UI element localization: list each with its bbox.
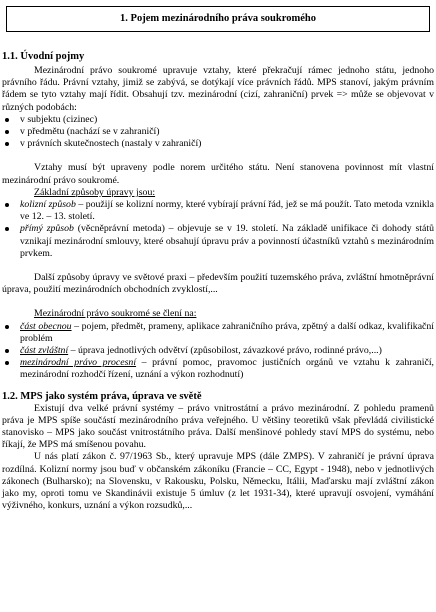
list-item (2, 223, 434, 260)
list-item (2, 321, 434, 345)
list-item-term: kolizní způsob (20, 199, 76, 211)
list-item-text: – úprava jednotlivých odvětví (způsobilost, závazkové právo, rodinné právo,...) (68, 345, 382, 357)
list-item-term: část zvláštní (20, 345, 69, 357)
paragraph: Existují dva velké právní systémy – právo vnitrostátní a právo mezinárodní. Z pohledu pramenů práva je MPS spíše součástí mezinárodního práva veřejného. U většiny teoretiků však převládá civilistické stanovisko – MPS jako součást vnitrostátního práva. Další menšinové pohledy staví MPS do systému, nebo říkají, že MPS má smíšenou povahu. (2, 402, 434, 451)
parts-list (2, 321, 434, 382)
list-item-text: – pojem, předmět, prameny, aplikace zahraničního práva, zpětný a další odkaz, kvalifikační problém (20, 320, 435, 344)
methods-list (2, 199, 434, 260)
foreign-element-list (2, 114, 434, 151)
section-heading-1-2: 1.2. MPS jako systém práva, úprava ve světě (2, 390, 202, 402)
paragraph: U nás platí zákon č. 97/1963 Sb., který upravuje MPS (dále ZMPS). V zahraničí je právní úprava rozdílná. Kolizní normy jsou buď v občanském zákoníku (Francie – CC, Egypt - 1948), nebo v jednotlivých zákonech (Bulharsko); na Slovensku, v Rakousku, Polsku, Německu, Itálii, Maďarsku mají zvláštní zákon jako my, oproti tomu ve Skandinávii existuje 5 úmluv (z let 1931-34), které upravují osvojení, vymáhání výživného, konkurs, uznání a výkon rozsudků,... (2, 451, 434, 512)
list-item-text: – právní pomoc, pravomoc justičních orgánů ve vztahu k zahraničí, mezinárodní rozhodčí řízení, uznání a výkon rozhodnutí) (20, 357, 434, 381)
list-item (2, 345, 434, 357)
list-item: v právních skutečnostech (nastaly v zahraničí) (2, 138, 434, 150)
document-page (0, 6, 436, 612)
list-item-term: přímý způsob (20, 223, 74, 235)
list-item-term: mezinárodní právo procesní (20, 357, 137, 369)
list-item: v subjektu (cizinec) (2, 114, 434, 126)
list-item (2, 357, 434, 381)
section-heading-1-1: 1.1. Úvodní pojmy (2, 51, 85, 62)
methods-subheading: Základní způsoby úpravy jsou: (34, 186, 156, 198)
list-item-term: část obecnou (20, 320, 72, 332)
list-item (2, 199, 434, 223)
paragraph: Vztahy musí být upraveny podle norem určitého státu. Není stanovena povinnost mít vlastní mezinárodní právo soukromé. (2, 162, 434, 186)
page-title: 1. Pojem mezinárodního práva soukromého (6, 6, 430, 32)
paragraph: Další způsoby úpravy ve světové praxi – především použití tuzemského práva, zvláštní hmotněprávní úprava, použití mezinárodních obchodních zvyklostí,... (2, 272, 434, 296)
list-item: v předmětu (nachází se v zahraničí) (2, 126, 434, 138)
paragraph: Mezinárodní právo soukromé upravuje vztahy, které překračují rámec jednoho státu, jednoho právního řádu. Právní vztahy, jimiž se zabývá, se dotýkají více právních řádů. MPS stanoví, jakým právním řádem se tyto vztahy mají řídit. Obsahují tzv. mezinárodní (cizí, zahraniční) prvek => může se objevovat v různých podobách: (2, 65, 434, 113)
parts-subheading: Mezinárodní právo soukromé se člení na: (34, 308, 197, 320)
list-item-text: (věcněprávní metoda) – objevuje se v 19. století. Na základě unifikace či dohody států vznikají mezinárodní smlouvy, které obsahují úpravu práv a povinností účastníků vztahů s mezinárodním prvkem. (20, 223, 434, 259)
list-item-text: – použijí se kolizní normy, které vybírají právní řád, jež se má použít. Tato metoda vznikla ve 12. – 13. století. (20, 199, 434, 223)
